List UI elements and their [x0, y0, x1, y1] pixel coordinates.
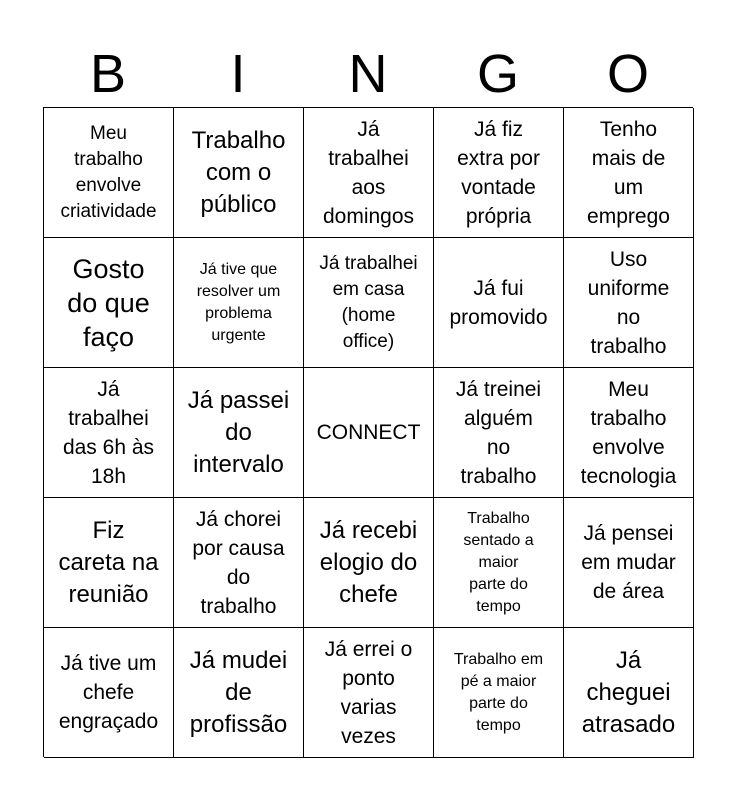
bingo-cell[interactable] — [44, 238, 174, 368]
cell-text: Trabalho sentado a maior parte do tempo — [463, 509, 534, 615]
cell-text: Trabalho em pé a maior parte do tempo — [453, 650, 544, 734]
bingo-cell[interactable] — [564, 498, 694, 628]
cell-text: Já trabalhei em casa (home office) — [319, 252, 418, 352]
header-letter-n: N — [348, 44, 388, 104]
bingo-cell[interactable] — [44, 108, 174, 238]
bingo-cell[interactable] — [174, 238, 304, 368]
bingo-cell[interactable] — [434, 498, 564, 628]
bingo-cell[interactable] — [434, 108, 564, 238]
bingo-cell[interactable] — [44, 368, 174, 498]
cell-text: Já passei do intervalo — [187, 386, 290, 478]
bingo-cell[interactable] — [564, 238, 694, 368]
cell-text: Já pensei em mudar de área — [581, 522, 676, 603]
free-space-text: CONNECT — [316, 421, 421, 444]
bingo-cell[interactable] — [44, 498, 174, 628]
bingo-cell[interactable] — [304, 498, 434, 628]
cell-text: Já tive um chefe engraçado — [58, 652, 159, 733]
free-space-cell[interactable] — [304, 368, 434, 498]
cell-text: Já chorei por causa do trabalho — [192, 507, 285, 618]
cell-text: Já cheguei atrasado — [581, 646, 676, 738]
cell-text: Já trabalhei aos domingos — [322, 117, 415, 228]
cell-text: Já fiz extra por vontade própria — [457, 117, 540, 228]
bingo-cell[interactable] — [304, 238, 434, 368]
bingo-card-grid — [43, 107, 693, 757]
cell-text: Já fui promovido — [449, 276, 548, 329]
cell-text: Gosto do que faço — [67, 253, 150, 352]
header-letter-g: G — [476, 44, 519, 104]
cell-text: Já trabalhei das 6h às 18h — [62, 377, 155, 488]
cell-text: Já mudei de profissão — [189, 646, 288, 738]
bingo-cell[interactable] — [174, 108, 304, 238]
cell-text: Fiz careta na reunião — [58, 516, 159, 608]
header-letter-b: B — [89, 44, 127, 104]
bingo-cell[interactable] — [434, 368, 564, 498]
cell-text: Meu trabalho envolve criatividade — [60, 122, 157, 222]
bingo-cell[interactable] — [564, 368, 694, 498]
cell-text: Já treinei alguém no trabalho — [455, 377, 542, 488]
bingo-cell[interactable] — [174, 628, 304, 758]
header-letter-o: O — [606, 44, 649, 104]
bingo-header — [43, 40, 693, 108]
bingo-cell[interactable] — [174, 498, 304, 628]
bingo-cell[interactable] — [304, 628, 434, 758]
bingo-cell[interactable] — [564, 108, 694, 238]
bingo-cell[interactable] — [174, 368, 304, 498]
cell-text: Já tive que resolver um problema urgente — [196, 260, 281, 344]
bingo-cell[interactable] — [564, 628, 694, 758]
bingo-cell[interactable] — [304, 108, 434, 238]
cell-text: Já recebi elogio do chefe — [319, 516, 418, 608]
cell-text: Tenho mais de um emprego — [587, 117, 670, 228]
cell-text: Meu trabalho envolve tecnologia — [580, 377, 677, 488]
cell-text: Trabalho com o público — [191, 126, 286, 218]
cell-text: Já errei o ponto varias vezes — [324, 637, 413, 748]
cell-text: Uso uniforme no trabalho — [587, 247, 670, 358]
bingo-cell[interactable] — [434, 628, 564, 758]
header-letter-i: I — [230, 44, 246, 104]
bingo-cell[interactable] — [434, 238, 564, 368]
bingo-cell[interactable] — [44, 628, 174, 758]
